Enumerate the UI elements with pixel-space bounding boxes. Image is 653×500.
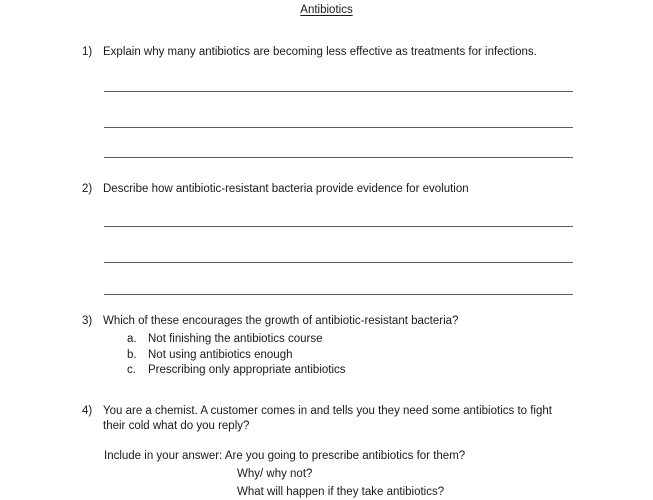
question-4-number: 4) — [82, 405, 93, 417]
question-4-text: You are a chemist. A customer comes in and tells you they need some antibiotics to fight their cold what do you reply? — [103, 405, 552, 432]
option-c-letter: c. — [127, 364, 136, 377]
question-1-answer-line-3[interactable] — [104, 157, 573, 158]
question-3-option-c[interactable] — [127, 363, 547, 378]
question-4-include-prompt: Include in your answer: Are you going to prescribe antibiotics for them? — [104, 450, 466, 462]
question-3-options — [127, 332, 547, 379]
question-2-answer-line-1[interactable] — [104, 226, 573, 227]
page-title — [0, 3, 653, 18]
question-4-include-point-1: Why/ why not? — [237, 468, 313, 480]
option-b-text: Not using antibiotics enough — [148, 348, 293, 361]
question-3-option-b[interactable] — [127, 348, 547, 363]
question-1-number: 1) — [82, 46, 93, 58]
question-4 — [82, 404, 564, 433]
question-2-answer-line-2[interactable] — [104, 262, 573, 263]
option-a-text: Not finishing the antibiotics course — [148, 333, 323, 345]
option-a-letter: a. — [127, 333, 137, 345]
question-3 — [82, 314, 582, 329]
question-2-number: 2) — [82, 183, 93, 195]
page-title-text: Antibiotics — [300, 4, 353, 16]
question-2-row — [82, 182, 582, 197]
question-3-row — [82, 314, 582, 329]
question-3-text: Which of these encourages the growth of antibiotic-resistant bacteria? — [103, 315, 459, 327]
question-2-text: Describe how antibiotic-resistant bacteria provide evidence for evolution — [103, 183, 469, 195]
question-4-row — [82, 404, 564, 433]
question-1 — [82, 45, 582, 60]
question-4-include-point-2: What will happen if they take antibiotics? — [237, 486, 445, 498]
question-1-row — [82, 45, 582, 60]
question-3-number: 3) — [82, 315, 93, 327]
option-b-letter: b. — [127, 348, 137, 361]
question-1-answer-line-2[interactable] — [104, 127, 573, 128]
question-1-answer-line-1[interactable] — [104, 91, 573, 92]
question-2-answer-line-3[interactable] — [104, 294, 573, 295]
question-2 — [82, 182, 582, 197]
question-3-option-a[interactable] — [127, 332, 547, 347]
option-c-text: Prescribing only appropriate antibiotics — [148, 364, 346, 377]
question-1-text: Explain why many antibiotics are becoming less effective as treatments for infections. — [103, 46, 537, 58]
